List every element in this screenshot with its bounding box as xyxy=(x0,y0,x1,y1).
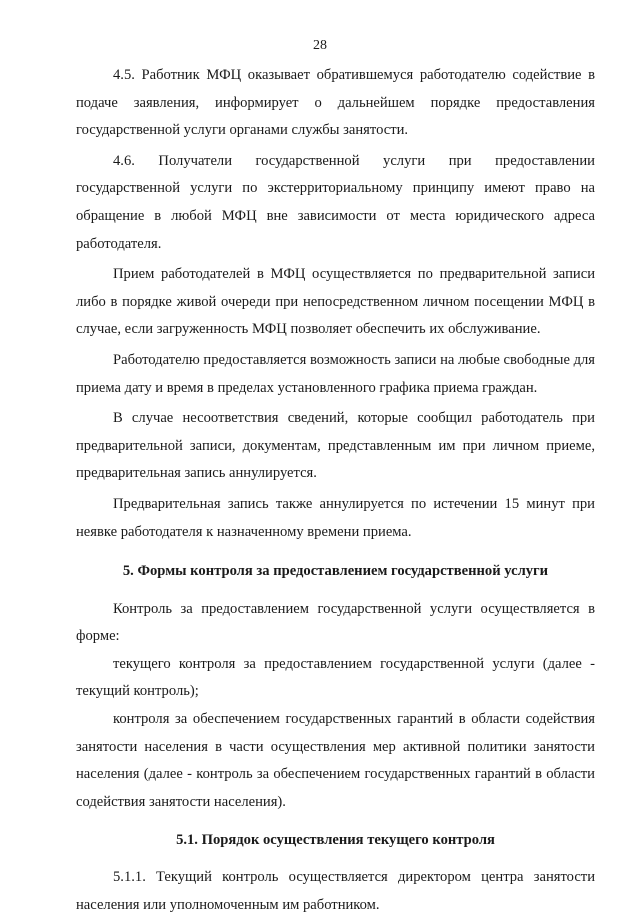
paragraph-reception: Прием работодателей в МФЦ осуществляется по предварительной записи либо в порядке живой очереди при непосредственном личном посещении МФЦ в случае, если загруженность МФЦ позволяет обеспечить их обслуживание. xyxy=(76,266,595,338)
document-body xyxy=(76,62,595,919)
paragraph-control-forms: Контроль за предоставлением государственной услуги осуществляется в форме: xyxy=(76,600,595,645)
paragraph-current-control: текущего контроля за предоставлением государственной услуги (далее - текущий контроль); xyxy=(76,655,595,700)
paragraph-5-1-1: 5.1.1. Текущий контроль осуществляется директором центра занятости населения или уполномоченным им работником. xyxy=(76,869,595,913)
paragraph-mismatch: В случае несоответствия сведений, которые сообщил работодатель при предварительной записи, документам, представленным им при личном приеме, предварительная запись аннулируется. xyxy=(76,410,595,482)
page-number: 28 xyxy=(313,38,327,53)
subsection-heading: 5.1. Порядок осуществления текущего контроля xyxy=(176,832,495,849)
section-heading: 5. Формы контроля за предоставлением государственной услуги xyxy=(122,563,549,580)
paragraph-4-5: 4.5. Работник МФЦ оказывает обратившемуся работодателю содействие в подаче заявления, информирует о дальнейшем порядке предоставления государственной услуги органами службы занятости. xyxy=(76,67,595,139)
paragraph-appointment: Работодателю предоставляется возможность записи на любые свободные для приема дату и время в пределах установленного графика приема граждан. xyxy=(76,351,596,396)
paragraph-guarantee-control: контроля за обеспечением государственных гарантий в области содействия занятости населения в части осуществления мер активной политики занятости населения (далее - контроль за обеспечением государственных гарантий в области содействия занятости населения). xyxy=(76,711,595,810)
paragraph-4-6: 4.6. Получатели государственной услуги при предоставлении государственной услуги по экстерриториальному принципу имеют право на обращение в любой МФЦ вне зависимости от места юридического адреса работодателя. xyxy=(76,152,595,252)
paragraph-cancellation: Предварительная запись также аннулируется по истечении 15 минут при неявке работодателя к назначенному времени приема. xyxy=(76,495,595,540)
